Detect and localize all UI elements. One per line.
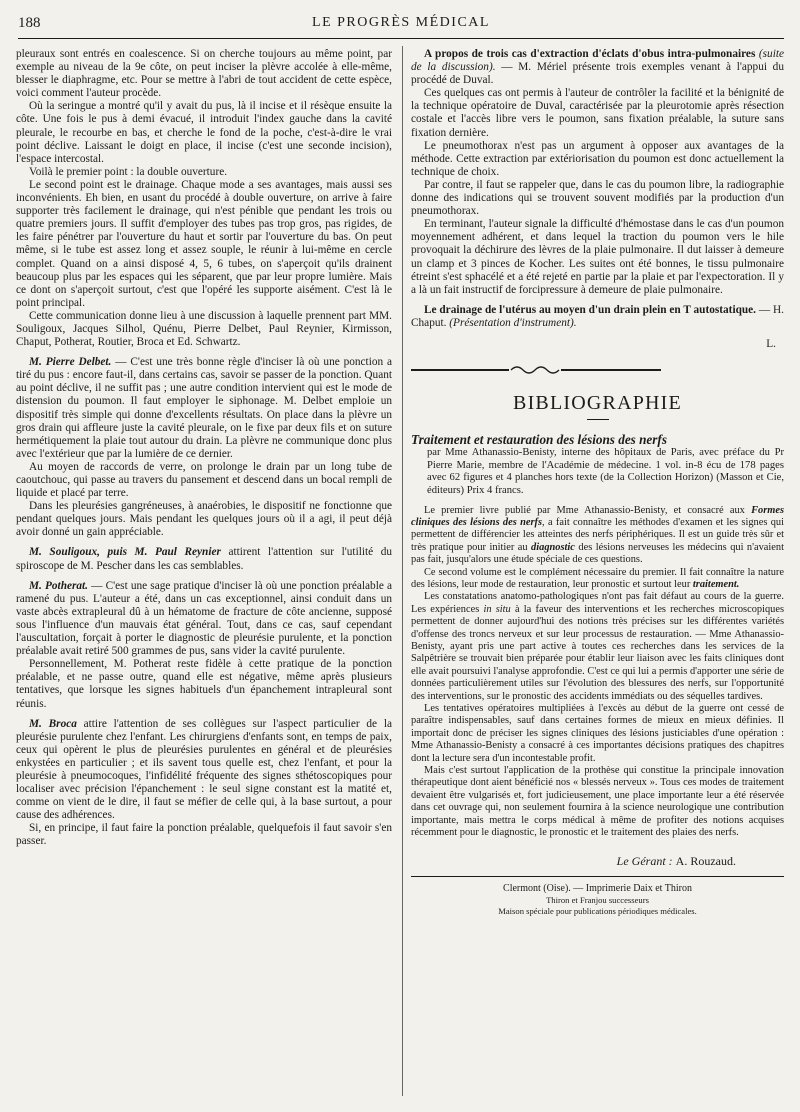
section-title: BIBLIOGRAPHIE: [513, 392, 682, 415]
souligoux-remark: [16, 546, 392, 572]
potherat-remark: [16, 580, 392, 659]
book-title: Traitement et restauration des lésions des nerfs: [411, 432, 667, 448]
column-divider: [402, 46, 403, 1096]
remark-text: — C'est une très bonne règle d'inciser là où une ponction a tiré du pus : encore faut-il, dans certains cas, savoir se passer de la ponction. Quant au point déclive, il ne suffit pas ; une autre condition intervient qui est le mode de distension du poumon. Il faut employer le siphonage. M. Delbet emploie un dispositif très simple qui donne d'excellents résultats. On place dans la plèvre un gros drain qui affleure juste la cavité pleurale, on le fixe par deux fils et on suture hermétiquement la plaie tout autour du drain. La plèvre ne communique donc plus avec l'extérieur que par la lumière de ce dernier.: [16, 356, 392, 460]
page-header: [18, 12, 784, 36]
page-number: 188: [18, 15, 41, 31]
emphasis: diagnostic: [531, 541, 575, 553]
title-rule: [587, 419, 609, 420]
paragraph: Par contre, il faut se rappeler que, dans le cas du poumon libre, la radiographie donne des indications qui se trouvent souvent modifiés par la production d'un pneumothorax.: [411, 178, 784, 218]
paragraph: Où la seringue a montré qu'il y avait du pus, là il incise et il résèque ensuite la côte. Une fois le pus à demi évacué, il introduit l'index gauche dans la cavité pleurale, le recourbe en bas, et cherche le fond de la poche, c'est-à-dire le vrai point déclive. Laissant le doigt en place, il incise (c'est une seconde incision), l'espace intercostal.: [16, 100, 392, 165]
paragraph: Ces quelques cas ont permis à l'auteur de contrôler la facilité et la bénignité de la technique opératoire de Duval, caractérisée par la pleurotomie après résection costale et l'accès libre vers le poumon, sans fixation préalable, la suture sans fixation dernière.: [411, 87, 784, 139]
chaput-report: [411, 304, 784, 330]
paragraph: En terminant, l'auteur signale la difficulté d'hémostase dans le cas d'un poumon moyennement adhérent, et dans lequel la traction du poumon vers le hile provoquait la déchirure des lèvres de la plaie pulmonaire. Il dut laisser à demeure un clamp et 3 pinces de Kocher. Les suites ont été bonnes, le tissu pulmonaire étreint s'est sphacélé et a été rejeté en partie par la plaie et par l'expectoration. Il y a là un fait instructif de forcipressure à demeure de plaie pulmonaire.: [411, 218, 784, 296]
printer-line: Clermont (Oise). — Imprimerie Daix et Thiron: [503, 882, 692, 894]
text-run: Les constatations anatomo-pathologiques n'ont pas fait défaut au cours de la guerre. Les expériences: [411, 591, 784, 615]
right-column: [411, 48, 784, 917]
gerant-label: Le Gérant :: [616, 853, 676, 868]
left-column: [16, 48, 392, 849]
text-run: Ce second volume est le complément nécessaire du premier. Il fait connaître la nature des lésions, leur mode de restauration, leur pronostic et surtout leur: [411, 566, 784, 590]
report-note: (Présentation d'instrument).: [446, 316, 577, 329]
remark-text: — C'est une sage pratique d'inciser là où une ponction préalable a ramené du pus. L'auteur a été, dans un cas exceptionnel, ainsi conduit dans un vaste abcès extrapleural dû à un hématome de fracture de côte ancienne, supposé sous l'influence d'un mauvais état général. Tout, dans ce cas, sauf cependant l'auscultation, forçait à porter le diagnostic de pleurésie purulente, et la ponction préalable avait retiré 500 grammes de pus, sans vider la cavité purulente.: [16, 579, 393, 658]
paragraph: Personnellement, M. Potherat reste fidèle à cette pratique de la ponction préalable, et ne passe outre, quand elle est négative, même après plusieurs tentatives, que lorsque les signes habituels d'un épanchement intrapleural sont réunis.: [16, 658, 392, 710]
paragraph: Dans les pleurésies gangréneuses, à anaérobies, le dispositif ne fonctionne que pendant quelques jours. Mais pendant les quelques jours où il a agi, il peut déjà avoir donné un gain appréciable.: [16, 500, 392, 539]
remark-text: attire l'attention de ses collègues sur l'aspect particulier de la pleurésie purulente chez l'enfant. Les chirurgiens d'enfants sont, en temps de paix, ceux qui opèrent le plus de pleurésies purulentes en général et de pleurésies enkystées en particulier ; et ils savent tous quelle est, chez l'enfant, et pour la pleurésie à pneumocoques, l'infidélité fréquente des signes sthétoscopiques pour localiser avec précision l'épanchement : le seul signe constant est la matité et, comme on vient de le dire, il faut se méfier de celle qui, à la base surtout, a pour cause des adhérences.: [16, 717, 392, 822]
paragraph: Le pneumothorax n'est pas un argument à opposer aux avantages de la méthode. Cette extraction par extériorisation du poumon est donc actuellement la technique de choix.: [411, 139, 784, 178]
speaker-name: M. Potherat.: [29, 579, 89, 592]
delbet-remark: [16, 356, 392, 461]
speaker-name: M. Broca: [29, 717, 77, 730]
emphasis: Formes cliniques des lésions des nerfs: [411, 504, 784, 528]
review-paragraph: [411, 591, 784, 703]
paragraph: Le second point est le drainage. Chaque mode a ses avantages, mais aussi ses inconvénients. Eh bien, en usant du procédé à double ouverture, on arrive à faire supporter très facilement le drainage, qui n'est pénible que pendant les trois ou quatre premiers jours. Il suffit d'employer des tubes pas trop gros, pas rigides, de les faire pénétrer par l'ouverture du haut et sortir par l'ouverture du bas. On peut même, si le tube est assez long et assez souple, le réunir à lui-même en cercle complet. Quand on a ainsi disposé 4, 5, 6 tubes, on s'aperçoit qu'ils drainent beaucoup plus par les espaces qui les séparent, que par leur propre lumière. Mais ce dont on s'aperçoit surtout, c'est que l'opéré les supporte aisément. C'est là le point principal.: [16, 178, 392, 309]
text-run: des lésions nerveuses les médecins qui n'avaient pas fait, jusqu'alors une étude spéciale de ces questions.: [411, 541, 785, 566]
printer-specialty: Maison spéciale pour publications périodiques médicales.: [498, 905, 697, 916]
paragraph: Cette communication donne lieu à une discussion à laquelle prennent part MM. Souligoux, Jacques Silhol, Quénu, Pierre Delbet, Paul Reynier, Kirmisson, Chaput, Potherat, Routier, Broca et Ed. Schwartz.: [16, 309, 392, 349]
book-review: [411, 505, 784, 840]
printer-successors: Thiron et Franjou successeurs: [546, 894, 649, 905]
text-run: , a fait connaître les méthodes d'examen et les signes qui permettent de différencier les atteintes des nerfs périphériques. Il est un guide très sûr et très pratique pour initier au: [411, 516, 784, 553]
report-author: — H. Chaput.: [411, 303, 784, 329]
gerant-name: A. Rouzaud.: [675, 853, 736, 868]
paragraph: pleuraux sont entrés en coalescence. Si on cherche toujours au même point, par exemple au niveau de la 9e côte, on peut inciser la plèvre accolée à elle-même, blesser le diaphragme, etc. Pour se mettre à l'abri de tout accident de cette espèce, voici comment l'auteur procède.: [16, 48, 392, 100]
review-paragraph: [411, 505, 784, 567]
review-paragraph: Les tentatives opératoires multipliées à l'excès au début de la guerre ont cessé de paraître indispensables, sauf dans certaines formes de mieux en mieux définies. Il importait donc de préciser les signes cliniques des lésions justiciables d'une opération : Mme Athanassio-Benisty a consacré à ces importantes décisions pratiques des chapitres dont la lecture sera d'un incontestable profit.: [411, 703, 784, 764]
journal-title: LE PROGRÈS MÉDICAL: [312, 15, 490, 30]
report-note: (suite de la discussion).: [411, 48, 784, 74]
report-title: A propos de trois cas d'extraction d'éclats d'obus intra-pulmonaires: [424, 48, 756, 60]
ornament-rule: [411, 365, 661, 375]
speaker-name: M. Souligoux, puis M. Paul Reynier: [29, 546, 221, 559]
emphasis: traitement.: [692, 578, 740, 590]
book-description: par Mme Athanassio-Benisty, interne des hôpitaux de Paris, avec préface du Pr Pierre Marie, membre de l'Académie de médecine. 1 vol. in-8 écu de 178 pages avec 62 figures et 4 planches hors texte (de la Collection Horizon) (Masson et Cie, éditeurs) Prix 4 francs.: [427, 447, 784, 496]
remark-text: attirent l'attention sur l'utilité du spiroscope de M. Pescher dans les cas semblables.: [16, 546, 392, 572]
report-title: Le drainage de l'utérus au moyen d'un drain plein en T autostatique.: [424, 303, 756, 316]
report-text: — M. Mériel présente trois exemples venant à l'appui du procédé de Duval.: [411, 61, 784, 87]
speaker-name: M. Pierre Delbet.: [29, 356, 112, 369]
publisher-signature: [411, 854, 784, 868]
paragraph: Au moyen de raccords de verre, on prolonge le drain par un long tube de caoutchouc, qui passe au travers du pansement et descend dans un bocal rempli de liquide et placé par terre.: [16, 460, 392, 500]
paragraph: Si, en principe, il faut faire la ponction préalable, quelquefois il faut savoir s'en passer.: [16, 822, 392, 848]
emphasis: in situ: [483, 603, 511, 615]
signature: L.: [766, 337, 776, 350]
review-paragraph: Mais c'est surtout l'application de la prothèse qui constitue la principale innovation thérapeutique dont aient bénéficié nos « blessés nerveux ». Tous ces modes de traitement devaient être vulgarisés et, fort judicieusement, une place importante leur a été réservée dans cet ouvrage qui, non seulement fournira à la science neurologique une contribution importante, mais mettra le corps médical à même de profiter des notions acquises récemment pour le diagnostic, le pronostic et le traitement des plaies des nerfs.: [411, 765, 784, 839]
text-run: à la faveur des interventions et les recherches microscopiques permettent de donner aujourd'hui des notions très précises sur les différentes variétés d'offense des troncs nerveux et sur leur processus de restauration. — Mme Athanassio-Benisty, ayant pris une part active à toutes ces recherches dans les services de la Salpêtrière se trouvait bien préparée pour établir leur liaison avec les faits cliniques dont elle avait poursuivi l'analyse approfondie. C'est ce qui lui a permis d'apporter une série de données particulièrement utiles sur l'évolution des blessures des nerfs, sur l'opportunité des interventions, sur le pronostic des accidents immédiats ou des séquelles tardives.: [411, 603, 785, 702]
paragraph: Voilà le premier point : la double ouverture.: [29, 165, 228, 178]
review-paragraph: [411, 567, 784, 592]
meriel-report: [411, 48, 784, 87]
footer-rule: [411, 876, 784, 877]
text-run: Le premier livre publié par Mme Athanassio-Benisty, et consacré aux: [424, 504, 752, 516]
broca-remark: [16, 718, 392, 823]
header-rule: [18, 38, 784, 39]
